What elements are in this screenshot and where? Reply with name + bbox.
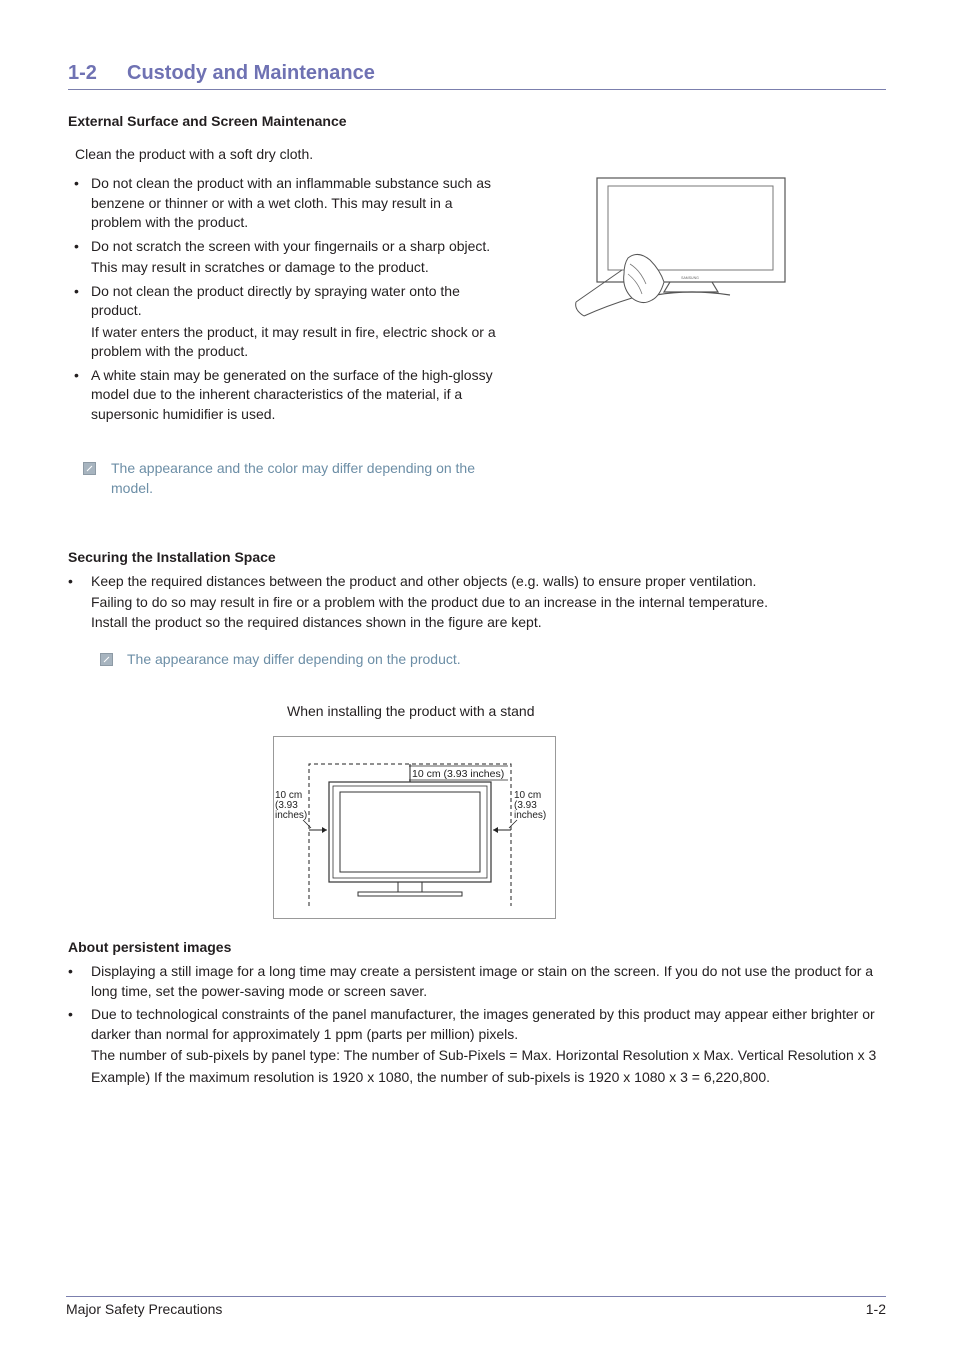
right-clearance-label-line: (3.93 [514,800,537,811]
installation-bullet-line: Install the product so the required distances shown in the figure are kept. [91,614,542,630]
bullet-text: Do not clean the product directly by spraying water onto the product. [91,282,460,318]
list-item: • Do not scratch the screen with your fingernails or a sharp object. This may result in scratches or damage to the product. [68,237,502,278]
note-icon [100,653,113,666]
external-intro: Clean the product with a soft dry cloth. [75,146,314,162]
section-title: Custody and Maintenance [127,62,375,84]
monitor-brand: SAMSUNG [681,276,699,280]
bullet-subtext: Example) If the maximum resolution is 1920 x 1080, the number of sub-pixels is 1920 x 1080 x 3 = 6,220,800. [91,1068,770,1085]
left-clearance-label-line: (3.93 [275,800,298,811]
footer-divider [66,1296,886,1297]
right-clearance-label-line: 10 cm [514,790,542,801]
footer-chapter-title: Major Safety Precautions [66,1301,223,1317]
installation-bullet-line: Keep the required distances between the product and other objects (e.g. walls) to ensure proper ventilation. [91,573,757,589]
bullet-text: Do not clean the product with an inflammable substance such as benzene or thinner or with a wet cloth. This may result in a problem with the product. [91,175,492,230]
left-clearance-label-line: inches) [275,810,308,821]
bullet-dot: • [68,573,73,589]
monitor-cleaning-illustration [560,170,810,330]
list-item: • A white stain may be generated on the surface of the high-glossy model due to the inherent characteristics of the material, if a supersonic humidifier is used. [74,366,493,422]
persistent-bullet-list [68,962,886,1091]
bullet-subtext: The number of sub-pixels by panel type: The number of Sub-Pixels = Max. Horizontal Resolution x Max. Vertical Resolution x 3 [91,1047,877,1063]
persistent-heading: About persistent images [68,939,232,955]
section-title-row [68,62,886,90]
installation-heading: Securing the Installation Space [68,549,276,565]
installation-bullet-line: Failing to do so may result in fire or a problem with the product due to an increase in the internal temperature. [91,594,769,610]
installation-note: The appearance may differ depending on the product. [127,651,461,667]
list-item: • Do not clean the product directly by spraying water onto the product. If water enters the product, it may result in fire, electric shock or a problem with the product. [68,282,502,362]
section-number: 1-2 [68,62,97,84]
list-item: • Do not clean the product with an inflammable substance such as benzene or thinner or with a wet cloth. This may result in a problem with the product. [74,175,492,230]
installation-space-figure [273,736,556,919]
bullet-subtext: If water enters the product, it may result in fire, electric shock or a problem with the product. [91,323,496,359]
list-item: • Due to technological constraints of the panel manufacturer, the images generated by this product may appear either brighter or darker than normal for approximately 1 ppm (parts per million) pixels. The number of sub-pixels by panel type: The number of Sub-Pixels = Max. Horizontal Resolution x Max. Vertical Resolution x 3 Example) If the maximum resolution is 1920 x 1080, the number of sub-pixels is 1920 x 1080 x 3 = 6,220,800. [68,1005,886,1087]
top-clearance-label: 10 cm (3.93 inches) [412,768,505,780]
external-note: The appearance and the color may differ depending on the model. [111,460,475,496]
right-clearance-label-line: inches) [514,810,547,821]
external-bullet-list [68,174,502,428]
bullet-text: Due to technological constraints of the panel manufacturer, the images generated by this product may appear either brighter or darker than normal for approximately 1 ppm (parts per million) pixels. [91,1006,875,1042]
external-heading: External Surface and Screen Maintenance [68,113,347,129]
list-item: • Displaying a still image for a long time may create a persistent image or stain on the screen. If you do not use the product for a long time, set the power-saving mode or screen saver. [68,963,874,999]
note-icon [83,462,96,475]
figure-caption: When installing the product with a stand [287,703,535,719]
footer-page-number: 1-2 [865,1301,886,1317]
bullet-subtext: This may result in scratches or damage to the product. [91,259,429,275]
bullet-text: A white stain may be generated on the surface of the high-glossy model due to the inherent characteristics of the material, if a supersonic humidifier is used. [91,366,493,422]
bullet-text: Displaying a still image for a long time may create a persistent image or stain on the screen. If you do not use the product for a long time, set the power-saving mode or screen saver. [91,963,874,999]
left-clearance-label-line: 10 cm [275,790,303,801]
bullet-text: Do not scratch the screen with your fingernails or a sharp object. [91,237,491,254]
